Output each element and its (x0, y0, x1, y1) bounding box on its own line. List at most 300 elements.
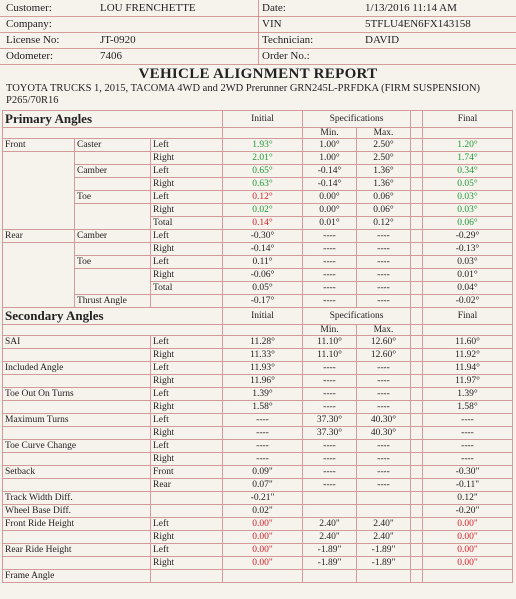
group-label (3, 191, 75, 204)
initial-value: 0.00" (223, 544, 303, 557)
spacer-cell (411, 152, 423, 165)
spec-max-value: 0.06° (357, 204, 411, 217)
license-label: License No: (6, 34, 60, 46)
spacer-cell (411, 256, 423, 269)
angle-label (3, 401, 151, 414)
spec-min-value: 0.01° (303, 217, 357, 230)
spec-min-value: -1.89" (303, 557, 357, 570)
side-label: Left (151, 518, 223, 531)
table-row (3, 427, 513, 440)
final-header: Final (423, 111, 513, 128)
final-value: ---- (423, 427, 513, 440)
spec-min-value: 0.00° (303, 204, 357, 217)
spec-max-value: ---- (357, 256, 411, 269)
spec-max-value: 2.40" (357, 531, 411, 544)
spec-min-value: -0.14° (303, 165, 357, 178)
initial-value: 1.58° (223, 401, 303, 414)
initial-value: 2.01° (223, 152, 303, 165)
table-row (3, 230, 513, 243)
side-label: Right (151, 152, 223, 165)
company-label: Company: (6, 18, 52, 30)
final-value: 0.05° (423, 178, 513, 191)
spec-min-value (303, 505, 357, 518)
spec-min-value: ---- (303, 453, 357, 466)
spacer-cell (411, 479, 423, 492)
spacer-cell (411, 336, 423, 349)
spec-max-value: ---- (357, 282, 411, 295)
spacer-cell (411, 427, 423, 440)
table-row (3, 401, 513, 414)
initial-value: -0.30° (223, 230, 303, 243)
spec-max-value: 40.30° (357, 414, 411, 427)
spec-max-value: 2.50° (357, 139, 411, 152)
license-value: JT-0920 (100, 34, 136, 46)
initial-value: -0.14° (223, 243, 303, 256)
side-label: Left (151, 336, 223, 349)
spacer-cell (411, 505, 423, 518)
spec-min-value: 37.30° (303, 427, 357, 440)
angle-label: Front Ride Height (3, 518, 151, 531)
table-row (3, 362, 513, 375)
spacer-cell (411, 414, 423, 427)
side-label: Right (151, 401, 223, 414)
table-row (3, 388, 513, 401)
final-value: -0.11" (423, 479, 513, 492)
spec-max-value (357, 570, 411, 583)
initial-value: 0.63° (223, 178, 303, 191)
side-label: Right (151, 557, 223, 570)
technician-label: Technician: (262, 34, 314, 46)
table-row (3, 414, 513, 427)
angle-label (3, 349, 151, 362)
angle-label (3, 557, 151, 570)
final-value: 0.00" (423, 557, 513, 570)
table-row (3, 295, 513, 308)
date-label: Date: (262, 2, 286, 14)
table-row (3, 191, 513, 204)
table-row (3, 375, 513, 388)
side-label: Left (151, 414, 223, 427)
angle-label: Wheel Base Diff. (3, 505, 151, 518)
spacer-cell (411, 349, 423, 362)
side-label: Right (151, 453, 223, 466)
initial-value: 0.07" (223, 479, 303, 492)
final-value: -0.29° (423, 230, 513, 243)
final-value: 1.58° (423, 401, 513, 414)
order-label: Order No.: (262, 50, 310, 62)
group-label (3, 165, 75, 178)
spec-max-value: 2.50° (357, 152, 411, 165)
group-label (3, 243, 75, 256)
table-row (3, 466, 513, 479)
spec-max-value: 2.40" (357, 518, 411, 531)
odometer-label: Odometer: (6, 50, 54, 62)
table-row (3, 505, 513, 518)
final-value: 11.97° (423, 375, 513, 388)
spec-max-value: ---- (357, 243, 411, 256)
final-value: 0.00" (423, 518, 513, 531)
final-value: -0.20" (423, 505, 513, 518)
table-row (3, 204, 513, 217)
spacer-cell (411, 243, 423, 256)
spec-max-value: 0.06° (357, 191, 411, 204)
spec-min-value: 11.10° (303, 336, 357, 349)
initial-value: 1.39° (223, 388, 303, 401)
spec-max-value: 1.36° (357, 165, 411, 178)
spec-min-value: ---- (303, 440, 357, 453)
spec-min-value: 0.00° (303, 191, 357, 204)
spacer-cell (411, 269, 423, 282)
spec-min-value: ---- (303, 362, 357, 375)
table-row (3, 518, 513, 531)
angle-label (75, 269, 151, 282)
table-row (3, 336, 513, 349)
final-value: 0.04° (423, 282, 513, 295)
angle-label: Setback (3, 466, 151, 479)
initial-value: -0.17° (223, 295, 303, 308)
table-row (3, 440, 513, 453)
spacer-cell (411, 453, 423, 466)
angle-label (3, 531, 151, 544)
initial-value: 0.02" (223, 505, 303, 518)
final-value: 0.12" (423, 492, 513, 505)
final-value: 11.94° (423, 362, 513, 375)
secondary-angles-section (3, 308, 513, 583)
spec-min-value: 1.00° (303, 152, 357, 165)
side-label: Left (151, 440, 223, 453)
table-row (3, 256, 513, 269)
secondary-max-header: Max. (357, 325, 411, 336)
spec-min-value: ---- (303, 282, 357, 295)
initial-value: 0.12° (223, 191, 303, 204)
report-title: VEHICLE ALIGNMENT REPORT (138, 66, 378, 82)
initial-value: 0.00" (223, 531, 303, 544)
spacer-cell (411, 388, 423, 401)
initial-value: ---- (223, 440, 303, 453)
spec-min-value: 11.10° (303, 349, 357, 362)
initial-value: 0.00" (223, 557, 303, 570)
initial-value: 11.28° (223, 336, 303, 349)
table-row (3, 178, 513, 191)
final-value: 1.20° (423, 139, 513, 152)
final-value: -0.30" (423, 466, 513, 479)
initial-value: 0.09" (223, 466, 303, 479)
angle-label: Thrust Angle (75, 295, 151, 308)
table-row (3, 570, 513, 583)
spec-max-value: ---- (357, 230, 411, 243)
final-value: 0.00" (423, 544, 513, 557)
side-label (151, 492, 223, 505)
spacer-cell (411, 139, 423, 152)
spec-min-value: 2.40" (303, 531, 357, 544)
initial-value: 11.33° (223, 349, 303, 362)
angle-label (75, 282, 151, 295)
spacer-cell (411, 295, 423, 308)
angle-label (3, 375, 151, 388)
angle-label (75, 152, 151, 165)
table-row (3, 349, 513, 362)
technician-value: DAVID (365, 34, 400, 46)
initial-value: 0.11° (223, 256, 303, 269)
spec-min-value: ---- (303, 269, 357, 282)
spec-min-value: ---- (303, 401, 357, 414)
side-label: Total (151, 282, 223, 295)
spacer-cell (411, 217, 423, 230)
final-value: 0.03° (423, 204, 513, 217)
side-label: Right (151, 375, 223, 388)
vin-label: VIN (262, 18, 282, 30)
side-label: Left (151, 139, 223, 152)
angle-label (75, 204, 151, 217)
spec-max-value: 0.12° (357, 217, 411, 230)
spacer-cell (411, 544, 423, 557)
side-label (151, 295, 223, 308)
group-label (3, 217, 75, 230)
side-label: Front (151, 466, 223, 479)
angle-label: Frame Angle (3, 570, 151, 583)
group-label (3, 152, 75, 165)
initial-value: ---- (223, 453, 303, 466)
spec-max-value: ---- (357, 295, 411, 308)
angle-label (3, 453, 151, 466)
initial-value: ---- (223, 414, 303, 427)
spacer-cell (411, 165, 423, 178)
max-header: Max. (357, 128, 411, 139)
spacer-cell (411, 362, 423, 375)
secondary-final-header: Final (423, 308, 513, 325)
final-value: ---- (423, 440, 513, 453)
final-value: -0.02° (423, 295, 513, 308)
side-label: Right (151, 349, 223, 362)
final-value: 11.92° (423, 349, 513, 362)
table-row (3, 544, 513, 557)
spec-min-value: ---- (303, 466, 357, 479)
table-row (3, 139, 513, 152)
angle-label: Caster (75, 139, 151, 152)
spec-max-value: ---- (357, 453, 411, 466)
spec-min-value: 2.40" (303, 518, 357, 531)
spec-min-value: ---- (303, 375, 357, 388)
spec-min-value: 37.30° (303, 414, 357, 427)
secondary-min-header: Min. (303, 325, 357, 336)
spec-max-value: ---- (357, 466, 411, 479)
side-label: Left (151, 544, 223, 557)
spec-max-value: ---- (357, 375, 411, 388)
angle-label: Included Angle (3, 362, 151, 375)
initial-value: 0.65° (223, 165, 303, 178)
angle-label: Toe (75, 191, 151, 204)
final-value: 0.03° (423, 256, 513, 269)
angle-label: Toe Out On Turns (3, 388, 151, 401)
initial-value: 0.02° (223, 204, 303, 217)
side-label: Right (151, 178, 223, 191)
side-label: Left (151, 230, 223, 243)
initial-value: 11.96° (223, 375, 303, 388)
angle-label (75, 217, 151, 230)
angle-label: Toe Curve Change (3, 440, 151, 453)
final-value: -0.13° (423, 243, 513, 256)
table-row (3, 557, 513, 570)
secondary-specifications-header: Specifications (303, 308, 411, 325)
spacer-cell (411, 518, 423, 531)
spec-max-value: 12.60° (357, 349, 411, 362)
table-row (3, 479, 513, 492)
spacer-cell (411, 401, 423, 414)
side-label (151, 570, 223, 583)
spacer-cell (411, 204, 423, 217)
table-row (3, 282, 513, 295)
side-label: Left (151, 191, 223, 204)
table-row (3, 152, 513, 165)
spacer-cell (411, 178, 423, 191)
table-row (3, 531, 513, 544)
angle-label: Rear Ride Height (3, 544, 151, 557)
side-label: Right (151, 204, 223, 217)
vehicle-description: TOYOTA TRUCKS 1, 2015, TACOMA 4WD and 2WD Prerunner GRN245L-PRFDKA (FIRM SUSPENSION) P265/70R16 (6, 83, 481, 106)
spec-min-value: 1.00° (303, 139, 357, 152)
final-value: 0.00" (423, 531, 513, 544)
angle-label: Camber (75, 165, 151, 178)
spacer-cell (411, 466, 423, 479)
spec-max-value: ---- (357, 401, 411, 414)
customer-label: Customer: (6, 2, 52, 14)
final-value: 1.39° (423, 388, 513, 401)
side-label (151, 505, 223, 518)
table-row (3, 492, 513, 505)
initial-value: 1.93° (223, 139, 303, 152)
secondary-angles-heading: Secondary Angles (3, 308, 223, 325)
side-label: Left (151, 165, 223, 178)
side-label: Right (151, 531, 223, 544)
spec-min-value: ---- (303, 243, 357, 256)
initial-value: 0.05° (223, 282, 303, 295)
side-label: Right (151, 243, 223, 256)
final-value: 11.60° (423, 336, 513, 349)
primary-angles-heading: Primary Angles (3, 111, 223, 128)
spacer-cell (411, 440, 423, 453)
spec-min-value (303, 570, 357, 583)
initial-value: 0.14° (223, 217, 303, 230)
spec-min-value: ---- (303, 479, 357, 492)
side-label: Right (151, 427, 223, 440)
final-value: 0.06° (423, 217, 513, 230)
angle-label (3, 427, 151, 440)
spec-max-value: -1.89" (357, 544, 411, 557)
alignment-table (2, 110, 513, 583)
table-row (3, 217, 513, 230)
table-row (3, 243, 513, 256)
group-label (3, 295, 75, 308)
group-label (3, 204, 75, 217)
angle-label: Track Width Diff. (3, 492, 151, 505)
final-value: 1.74° (423, 152, 513, 165)
spacer-cell (411, 191, 423, 204)
side-label: Left (151, 256, 223, 269)
final-value: ---- (423, 453, 513, 466)
spec-max-value (357, 505, 411, 518)
primary-angles-section (3, 111, 513, 308)
initial-value: 11.93° (223, 362, 303, 375)
spec-max-value (357, 492, 411, 505)
angle-label (75, 178, 151, 191)
date-value: 1/13/2016 11:14 AM (365, 2, 457, 14)
spec-min-value: -1.89" (303, 544, 357, 557)
final-value: ---- (423, 414, 513, 427)
final-value (423, 570, 513, 583)
odometer-value: 7406 (100, 50, 122, 62)
side-label: Total (151, 217, 223, 230)
spacer-cell (411, 230, 423, 243)
specifications-header: Specifications (303, 111, 411, 128)
final-value: 0.03° (423, 191, 513, 204)
initial-value (223, 570, 303, 583)
side-label: Left (151, 388, 223, 401)
group-label: Front (3, 139, 75, 152)
spec-max-value: -1.89" (357, 557, 411, 570)
side-label: Rear (151, 479, 223, 492)
initial-header: Initial (223, 111, 303, 128)
angle-label: SAI (3, 336, 151, 349)
side-label: Right (151, 269, 223, 282)
spacer-cell (411, 531, 423, 544)
spec-max-value: ---- (357, 440, 411, 453)
initial-value: 0.00" (223, 518, 303, 531)
initial-value: -0.21" (223, 492, 303, 505)
report-header (0, 0, 516, 65)
angle-label: Maximum Turns (3, 414, 151, 427)
group-label (3, 282, 75, 295)
spacer-cell (411, 375, 423, 388)
spacer-cell (411, 492, 423, 505)
side-label: Left (151, 362, 223, 375)
spec-max-value: 12.60° (357, 336, 411, 349)
angle-label (3, 479, 151, 492)
initial-value: ---- (223, 427, 303, 440)
table-row (3, 165, 513, 178)
angle-label: Camber (75, 230, 151, 243)
table-row (3, 269, 513, 282)
spec-max-value: 40.30° (357, 427, 411, 440)
group-label (3, 256, 75, 269)
spacer-cell (411, 570, 423, 583)
table-row (3, 453, 513, 466)
vin-value: 5TFLU4EN6FX143158 (365, 18, 471, 30)
spec-max-value: 1.36° (357, 178, 411, 191)
spec-max-value: ---- (357, 388, 411, 401)
initial-value: -0.06° (223, 269, 303, 282)
spec-min-value: ---- (303, 256, 357, 269)
final-value: 0.34° (423, 165, 513, 178)
spacer-cell (411, 557, 423, 570)
spec-max-value: ---- (357, 269, 411, 282)
spec-max-value: ---- (357, 362, 411, 375)
angle-label (75, 243, 151, 256)
spec-min-value: ---- (303, 295, 357, 308)
spec-min-value: -0.14° (303, 178, 357, 191)
spec-max-value: ---- (357, 479, 411, 492)
group-label (3, 269, 75, 282)
customer-value: LOU FRENCHETTE (100, 2, 196, 14)
spec-min-value: ---- (303, 230, 357, 243)
angle-label: Toe (75, 256, 151, 269)
group-label (3, 178, 75, 191)
spec-min-value: ---- (303, 388, 357, 401)
final-value: 0.01° (423, 269, 513, 282)
spec-min-value (303, 492, 357, 505)
secondary-initial-header: Initial (223, 308, 303, 325)
spacer-cell (411, 282, 423, 295)
min-header: Min. (303, 128, 357, 139)
